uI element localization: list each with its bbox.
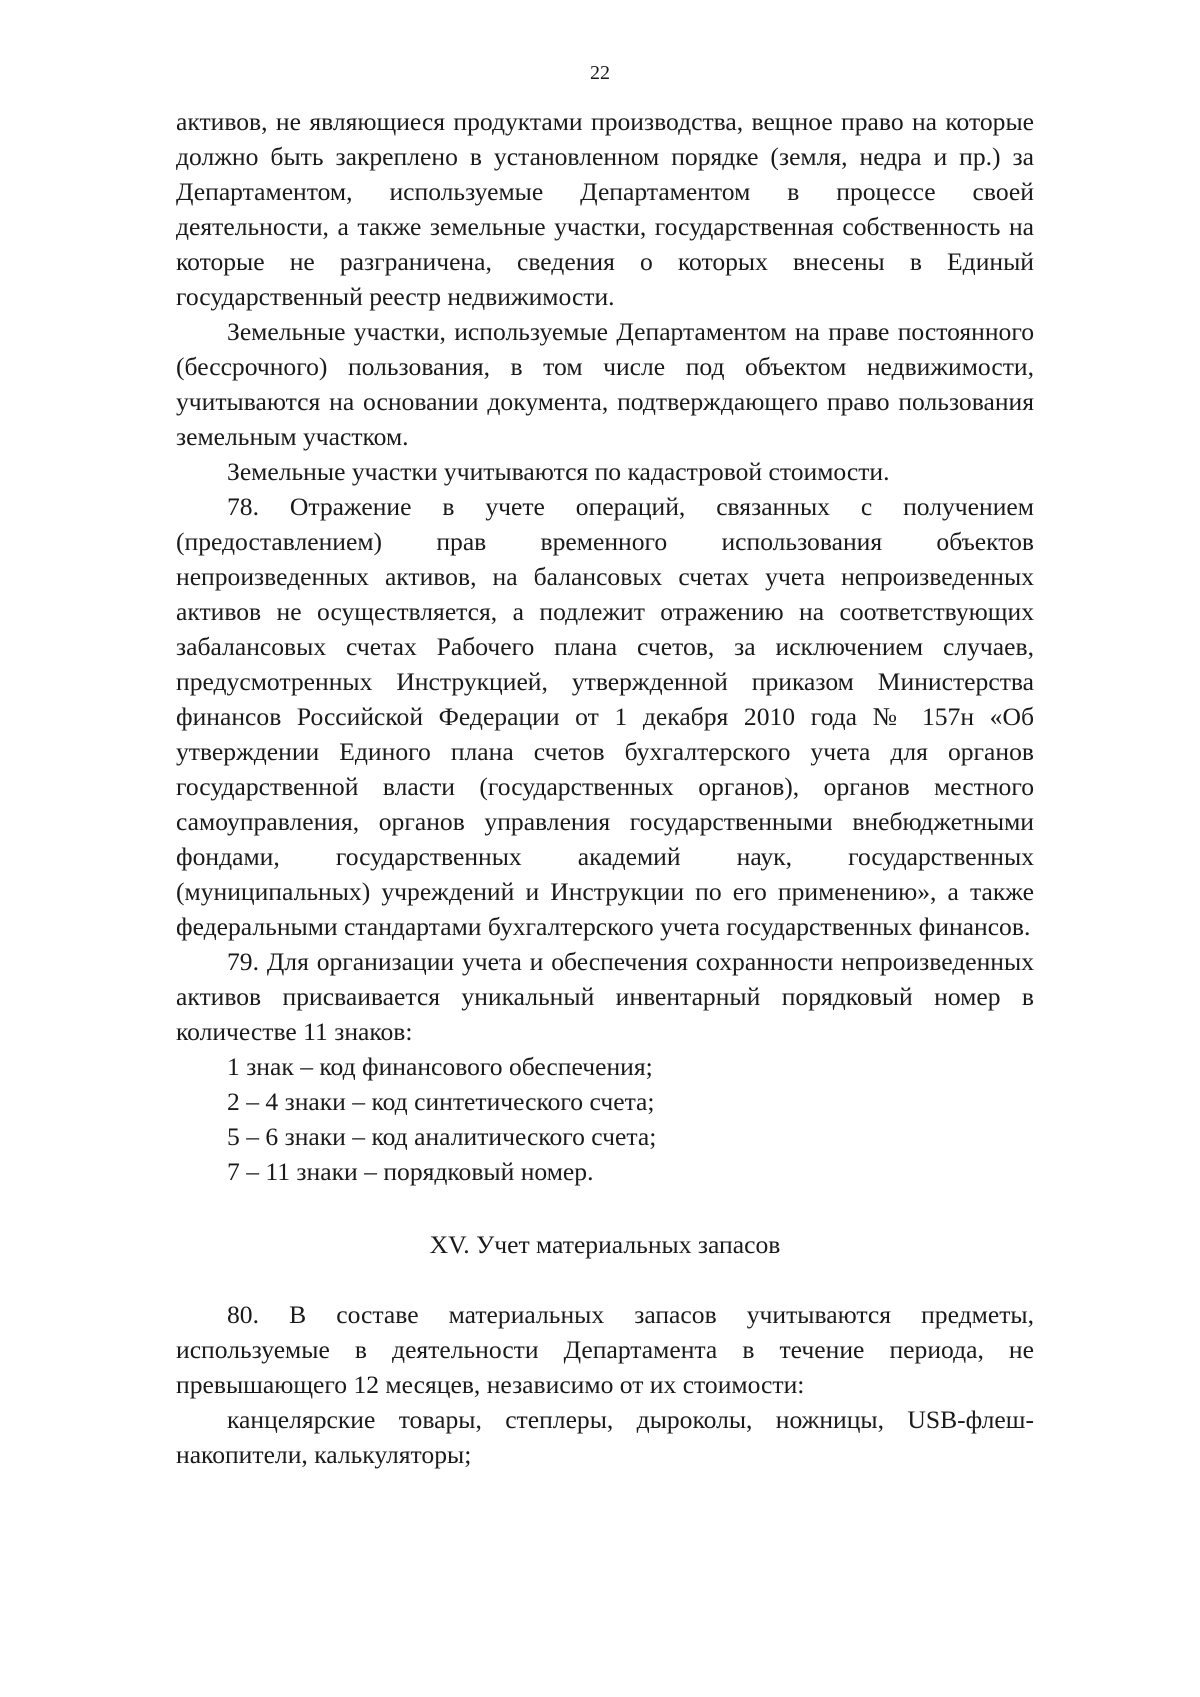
document-body [176,104,1034,1472]
page-number: 22 [590,62,610,84]
list-item: 7 – 11 знаки – порядковый номер. [227,1157,594,1186]
inventory-number-structure-list [176,1049,1034,1189]
paragraph-land-plots-usage: Земельные участки, используемые Департаментом на праве постоянного (бессрочного) пользования, в том числе под объектом недвижимости, учитываются на основании документа, подтверждающего право пользования земельным участком. [176,317,1034,451]
paragraph-office-supplies: канцелярские товары, степлеры, дыроколы, ножницы, USB-флеш-накопители, калькуляторы; [176,1405,1034,1469]
list-item: 1 знак – код финансового обеспечения; [227,1052,653,1081]
paragraph-clause-78: 78. Отражение в учете операций, связанных с получением (предоставлением) прав временного использования объектов непроизведенных активов, на балансовых счетах учета непроизведенных активов не осуществляется, а подлежит отражению на соответствующих забалансовых счетах Рабочего плана счетов, за исключением случаев, предусмотренных Инструкцией, утвержденной приказом Министерства финансов Российской Федерации от 1 декабря 2010 года № 157н «Об утверждении Единого плана счетов бухгалтерского учета для органов государственной власти (государственных органов), органов местного самоуправления, органов управления государственными внебюджетными фондами, государственных академий наук, государственных (муниципальных) учреждений и Инструкции по его применению», а также федеральными стандартами бухгалтерского учета государственных финансов. [176,492,1034,941]
list-item: 5 – 6 знаки – код аналитического счета; [227,1122,657,1151]
paragraph-continuation: активов, не являющиеся продуктами производства, вещное право на которые должно быть закреплено в установленном порядке (земля, недра и пр.) за Департаментом, используемые Департаментом в процессе своей деятельности, а также земельные участки, государственная собственность на которые не разграничена, сведения о которых внесены в Единый государственный реестр недвижимости. [176,107,1034,311]
paragraph-clause-79: 79. Для организации учета и обеспечения сохранности непроизведенных активов присваивается уникальный инвентарный порядковый номер в количестве 11 знаков: [176,947,1034,1046]
paragraph-clause-80: 80. В составе материальных запасов учитываются предметы, используемые в деятельности Департамента в течение периода, не превышающего 12 месяцев, независимо от их стоимости: [176,1300,1034,1399]
paragraph-cadastral-value: Земельные участки учитываются по кадастровой стоимости. [227,457,890,486]
list-item: 2 – 4 знаки – код синтетического счета; [227,1087,655,1116]
section-heading: XV. Учет материальных запасов [429,1230,781,1259]
